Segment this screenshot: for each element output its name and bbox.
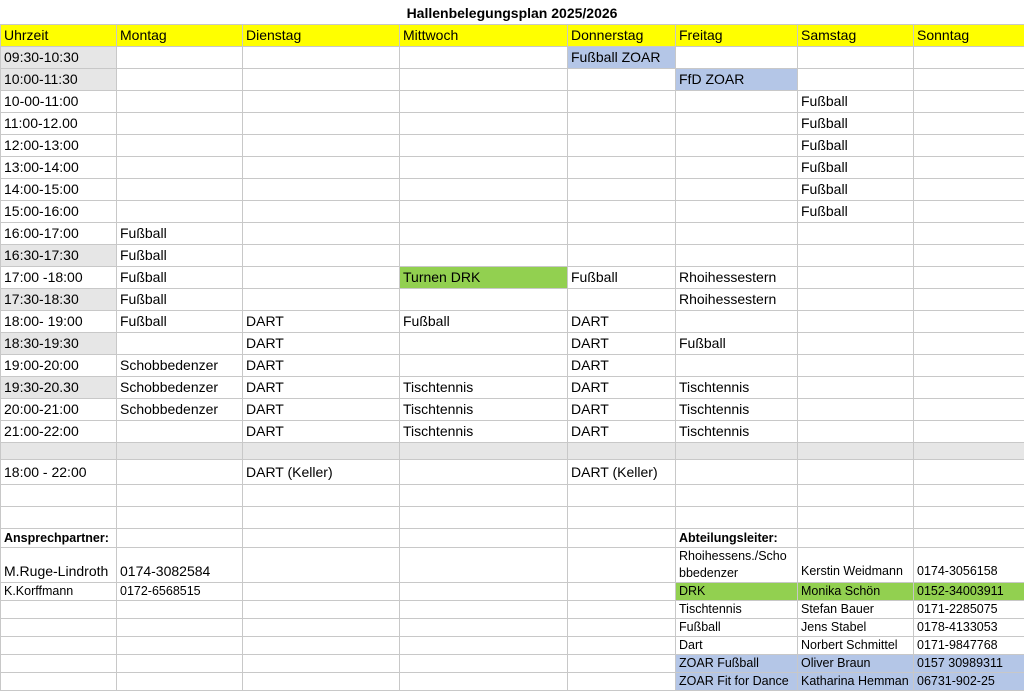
table-cell[interactable] [400, 69, 568, 91]
table-cell[interactable]: Tischtennis [400, 399, 568, 421]
table-cell[interactable] [400, 179, 568, 201]
table-cell[interactable]: DART [568, 311, 676, 333]
table-row [1, 113, 1024, 135]
table-cell[interactable]: DART [568, 333, 676, 355]
table-cell[interactable] [676, 460, 798, 485]
table-cell[interactable]: Fußball [117, 245, 243, 267]
header-dienstag[interactable]: Dienstag [243, 25, 400, 47]
table-cell[interactable] [914, 47, 1024, 69]
table-row [1, 135, 1024, 157]
table-cell[interactable] [914, 399, 1024, 421]
table-cell[interactable] [676, 179, 798, 201]
table-cell[interactable] [914, 460, 1024, 485]
table-cell[interactable] [568, 201, 676, 223]
table-cell[interactable]: DART [243, 333, 400, 355]
header-freitag[interactable]: Freitag [676, 25, 798, 47]
leader-name[interactable]: Kerstin Weidmann [798, 548, 914, 583]
table-cell[interactable] [568, 157, 676, 179]
time-cell[interactable]: 20:00-21:00 [1, 399, 117, 421]
header-donnerstag[interactable]: Donnerstag [568, 25, 676, 47]
labels-row [1, 529, 1024, 548]
leader-name[interactable]: Oliver Braun [798, 655, 914, 673]
leader-phone[interactable]: 0174-3056158 [914, 548, 1024, 583]
leader-row [1, 548, 1024, 583]
table-cell[interactable]: Fußball [676, 333, 798, 355]
table-cell[interactable] [243, 179, 400, 201]
leader-name[interactable]: Stefan Bauer [798, 601, 914, 619]
contact-phone[interactable]: 0174-3082584 [117, 548, 243, 583]
table-cell[interactable] [400, 333, 568, 355]
header-uhrzeit[interactable]: Uhrzeit [1, 25, 117, 47]
table-cell[interactable]: Fußball [117, 267, 243, 289]
table-cell[interactable] [914, 311, 1024, 333]
table-cell[interactable] [914, 113, 1024, 135]
empty-row [1, 485, 1024, 507]
time-cell[interactable]: 14:00-15:00 [1, 179, 117, 201]
leader-dept[interactable]: DRK [676, 583, 798, 601]
leader-dept[interactable]: ZOAR Fit for Dance [676, 673, 798, 691]
table-cell[interactable] [914, 223, 1024, 245]
table-cell[interactable] [243, 47, 400, 69]
table-cell[interactable]: 18:00 - 22:00 [1, 460, 117, 485]
table-cell[interactable] [400, 460, 568, 485]
table-cell[interactable]: DART (Keller) [243, 460, 400, 485]
leader-name[interactable]: Norbert Schmittel [798, 637, 914, 655]
time-cell[interactable]: 10:00-11:30 [1, 69, 117, 91]
table-cell[interactable] [243, 223, 400, 245]
table-cell[interactable] [400, 289, 568, 311]
table-cell[interactable]: DART [568, 421, 676, 443]
table-cell[interactable] [914, 245, 1024, 267]
time-cell[interactable]: 18:00- 19:00 [1, 311, 117, 333]
table-cell[interactable] [568, 245, 676, 267]
time-cell[interactable]: 12:00-13:00 [1, 135, 117, 157]
table-cell[interactable] [400, 223, 568, 245]
time-cell[interactable]: 16:30-17:30 [1, 245, 117, 267]
table-cell[interactable] [676, 245, 798, 267]
table-cell[interactable] [243, 201, 400, 223]
contact-name[interactable]: K.Korffmann [1, 583, 117, 601]
time-cell[interactable]: 18:30-19:30 [1, 333, 117, 355]
separator-row [1, 443, 1024, 460]
leader-row [1, 655, 1024, 673]
table-cell[interactable] [243, 113, 400, 135]
table-cell[interactable]: Fußball [798, 201, 914, 223]
leader-phone[interactable]: 06731-902-25 [914, 673, 1024, 691]
table-cell[interactable]: Fußball [798, 157, 914, 179]
leader-name[interactable]: Katharina Hemman [798, 673, 914, 691]
table-cell[interactable] [798, 47, 914, 69]
header-mittwoch[interactable]: Mittwoch [400, 25, 568, 47]
empty-row [1, 507, 1024, 529]
table-row [1, 267, 1024, 289]
leader-phone[interactable]: 0171-9847768 [914, 637, 1024, 655]
leader-dept[interactable]: Tischtennis [676, 601, 798, 619]
table-row [1, 377, 1024, 399]
table-cell[interactable] [914, 69, 1024, 91]
sheet-title: Hallenbelegungsplan 2025/2026 [406, 5, 618, 21]
table-cell[interactable] [914, 201, 1024, 223]
table-cell[interactable] [400, 157, 568, 179]
leader-name[interactable]: Monika Schön [798, 583, 914, 601]
table-row [1, 289, 1024, 311]
table-cell[interactable] [914, 135, 1024, 157]
table-cell[interactable] [400, 91, 568, 113]
leader-dept-line1: Rhoihessens./Scho [679, 549, 787, 563]
table-cell[interactable] [798, 399, 914, 421]
leader-row [1, 637, 1024, 655]
table-cell[interactable] [400, 47, 568, 69]
table-cell[interactable] [400, 201, 568, 223]
table-cell[interactable] [914, 377, 1024, 399]
table-cell[interactable]: DART [568, 399, 676, 421]
header-montag[interactable]: Montag [117, 25, 243, 47]
table-cell[interactable] [568, 113, 676, 135]
leader-dept[interactable]: Fußball [676, 619, 798, 637]
table-cell[interactable] [568, 289, 676, 311]
leaders-label[interactable]: Abteilungsleiter: [676, 529, 798, 548]
table-cell[interactable]: Fußball ZOAR [568, 47, 676, 69]
table-cell[interactable]: Rhoihessestern [676, 289, 798, 311]
table-row [1, 399, 1024, 421]
table-cell[interactable] [798, 311, 914, 333]
table-row [1, 91, 1024, 113]
table-cell[interactable] [914, 91, 1024, 113]
table-cell[interactable] [117, 69, 243, 91]
leader-row [1, 601, 1024, 619]
table-cell[interactable] [914, 421, 1024, 443]
table-cell[interactable] [798, 355, 914, 377]
table-cell[interactable] [798, 289, 914, 311]
leader-dept[interactable]: Dart [676, 637, 798, 655]
table-cell[interactable] [914, 157, 1024, 179]
table-cell[interactable] [568, 69, 676, 91]
table-cell[interactable]: Tischtennis [400, 377, 568, 399]
table-cell[interactable] [798, 460, 914, 485]
table-cell[interactable] [568, 135, 676, 157]
table-cell[interactable] [676, 311, 798, 333]
table-cell[interactable]: Fußball [117, 311, 243, 333]
leader-row [1, 583, 1024, 601]
table-cell[interactable]: DART [243, 421, 400, 443]
leader-phone[interactable]: 0157 30989311 [914, 655, 1024, 673]
table-cell[interactable]: Fußball [568, 267, 676, 289]
table-cell[interactable]: DART [568, 355, 676, 377]
table-cell[interactable] [798, 223, 914, 245]
table-cell[interactable]: Schobbedenzer [117, 399, 243, 421]
header-row [1, 25, 1024, 47]
time-cell[interactable]: 13:00-14:00 [1, 157, 117, 179]
table-row [1, 201, 1024, 223]
table-cell[interactable] [798, 69, 914, 91]
table-cell[interactable] [676, 113, 798, 135]
table-cell[interactable]: Rhoihessestern [676, 267, 798, 289]
table-cell[interactable] [914, 179, 1024, 201]
table-cell[interactable] [676, 355, 798, 377]
table-cell[interactable]: Fußball [117, 223, 243, 245]
schedule-table [0, 24, 1024, 691]
table-cell[interactable] [914, 355, 1024, 377]
leader-phone[interactable]: 0152-34003911 [914, 583, 1024, 601]
table-cell[interactable] [117, 47, 243, 69]
header-samstag[interactable]: Samstag [798, 25, 914, 47]
table-cell[interactable]: DART [568, 377, 676, 399]
table-cell[interactable]: DART [243, 377, 400, 399]
table-cell[interactable] [117, 113, 243, 135]
time-cell[interactable]: 16:00-17:00 [1, 223, 117, 245]
table-cell[interactable] [676, 91, 798, 113]
table-cell[interactable] [243, 245, 400, 267]
table-cell[interactable] [117, 460, 243, 485]
table-row [1, 355, 1024, 377]
time-cell[interactable]: 10-00-11:00 [1, 91, 117, 113]
table-cell[interactable] [243, 289, 400, 311]
time-cell[interactable]: 11:00-12.00 [1, 113, 117, 135]
table-cell[interactable] [676, 201, 798, 223]
table-row [1, 421, 1024, 443]
table-cell[interactable]: Fußball [117, 289, 243, 311]
time-cell[interactable]: 17:30-18:30 [1, 289, 117, 311]
table-cell[interactable] [798, 245, 914, 267]
table-cell[interactable] [243, 267, 400, 289]
table-cell[interactable] [400, 113, 568, 135]
table-cell[interactable] [568, 179, 676, 201]
table-cell[interactable] [117, 179, 243, 201]
time-cell[interactable]: 17:00 -18:00 [1, 267, 117, 289]
table-cell[interactable] [676, 135, 798, 157]
table-cell[interactable] [117, 421, 243, 443]
leader-phone[interactable]: 0178-4133053 [914, 619, 1024, 637]
table-cell[interactable]: Fußball [798, 91, 914, 113]
contact-phone[interactable]: 0172-6568515 [117, 583, 243, 601]
table-cell[interactable]: Schobbedenzer [117, 377, 243, 399]
table-cell[interactable]: Tischtennis [676, 377, 798, 399]
keller-row [1, 460, 1024, 485]
leader-row [1, 673, 1024, 691]
table-cell[interactable] [243, 69, 400, 91]
table-row [1, 333, 1024, 355]
contacts-label[interactable]: Ansprechpartner: [1, 529, 117, 548]
table-cell[interactable] [914, 333, 1024, 355]
leader-phone[interactable]: 0171-2285075 [914, 601, 1024, 619]
table-cell[interactable] [400, 355, 568, 377]
table-cell[interactable]: DART [243, 355, 400, 377]
table-row [1, 223, 1024, 245]
leader-dept[interactable] [676, 548, 798, 583]
time-cell[interactable]: 15:00-16:00 [1, 201, 117, 223]
time-cell[interactable]: 21:00-22:00 [1, 421, 117, 443]
table-cell[interactable] [798, 377, 914, 399]
table-cell[interactable]: DART [243, 399, 400, 421]
table-row [1, 179, 1024, 201]
table-cell[interactable] [400, 245, 568, 267]
table-cell[interactable] [914, 289, 1024, 311]
time-cell[interactable]: 19:30-20.30 [1, 377, 117, 399]
table-cell[interactable]: Tischtennis [676, 421, 798, 443]
table-cell[interactable]: FfD ZOAR [676, 69, 798, 91]
header-sonntag[interactable]: Sonntag [914, 25, 1024, 47]
table-cell[interactable] [798, 333, 914, 355]
table-cell[interactable]: Schobbedenzer [117, 355, 243, 377]
table-cell[interactable]: DART [243, 311, 400, 333]
table-cell[interactable] [243, 157, 400, 179]
table-row [1, 311, 1024, 333]
table-cell[interactable] [117, 157, 243, 179]
time-cell[interactable]: 09:30-10:30 [1, 47, 117, 69]
table-cell[interactable]: DART (Keller) [568, 460, 676, 485]
table-cell[interactable] [117, 91, 243, 113]
table-cell[interactable] [798, 267, 914, 289]
leader-dept-line2: bbedenzer [679, 566, 739, 580]
table-cell[interactable] [676, 157, 798, 179]
table-cell[interactable] [676, 223, 798, 245]
table-cell[interactable]: Fußball [400, 311, 568, 333]
table-cell[interactable] [243, 135, 400, 157]
table-cell[interactable]: Tischtennis [676, 399, 798, 421]
table-cell[interactable]: Fußball [798, 179, 914, 201]
contact-name[interactable]: M.Ruge-Lindroth [1, 548, 117, 583]
table-row [1, 157, 1024, 179]
table-cell[interactable] [243, 91, 400, 113]
leader-name[interactable]: Jens Stabel [798, 619, 914, 637]
table-cell[interactable]: Tischtennis [400, 421, 568, 443]
table-cell[interactable] [798, 421, 914, 443]
table-row [1, 69, 1024, 91]
table-cell[interactable]: Fußball [798, 113, 914, 135]
table-cell[interactable] [400, 135, 568, 157]
table-cell[interactable] [914, 267, 1024, 289]
table-cell[interactable] [117, 333, 243, 355]
table-cell[interactable]: Fußball [798, 135, 914, 157]
time-cell[interactable]: 19:00-20:00 [1, 355, 117, 377]
table-cell[interactable] [117, 201, 243, 223]
table-cell[interactable] [117, 135, 243, 157]
table-row [1, 245, 1024, 267]
table-row [1, 47, 1024, 69]
table-cell[interactable] [568, 223, 676, 245]
leader-dept[interactable]: ZOAR Fußball [676, 655, 798, 673]
table-cell[interactable] [568, 91, 676, 113]
table-cell[interactable]: Turnen DRK [400, 267, 568, 289]
table-cell[interactable] [676, 47, 798, 69]
leader-row [1, 619, 1024, 637]
